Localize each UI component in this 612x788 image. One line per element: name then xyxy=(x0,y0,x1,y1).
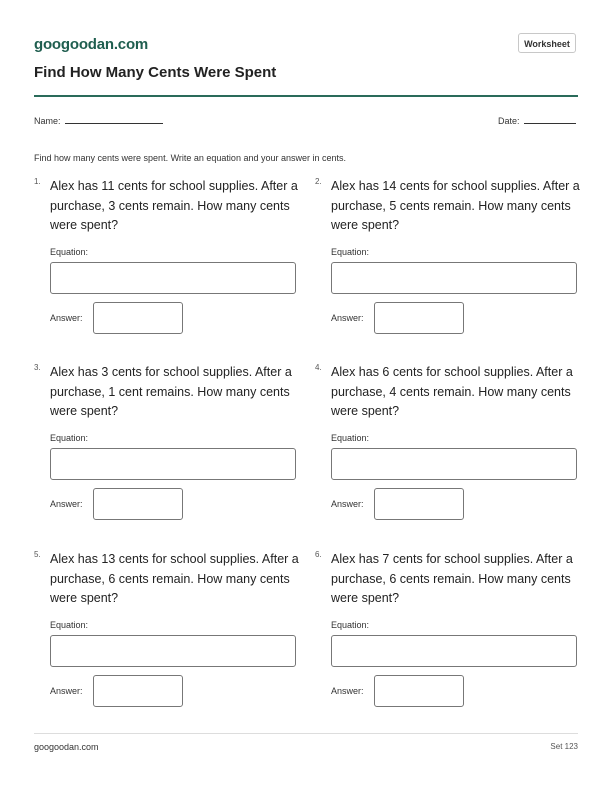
answer-label: Answer: xyxy=(331,686,364,696)
footer-set: Set 123 xyxy=(550,742,578,751)
name-label: Name: xyxy=(34,116,61,126)
answer-label: Answer: xyxy=(50,686,83,696)
problem-number: 1. xyxy=(34,177,41,186)
equation-label: Equation: xyxy=(331,433,370,443)
problem-number: 3. xyxy=(34,363,41,372)
problem-text: Alex has 7 cents for school supplies. After a purchase, 6 cents remain. How many cents were spent? xyxy=(331,552,573,605)
equation-label: Equation: xyxy=(50,620,89,630)
answer-input[interactable] xyxy=(93,488,183,520)
equation-label: Equation: xyxy=(331,247,370,257)
answer-label: Answer: xyxy=(331,499,364,509)
brand-logo: googoodan.com xyxy=(34,36,149,53)
footer-site: googoodan.com xyxy=(34,742,99,752)
name-line[interactable] xyxy=(65,113,163,124)
footer-rule xyxy=(34,733,578,734)
name-field xyxy=(34,113,163,126)
answer-label: Answer: xyxy=(331,313,364,323)
problem-text: Alex has 13 cents for school supplies. After a purchase, 6 cents remain. How many cents were spent? xyxy=(50,552,299,605)
page-title: Find How Many Cents Were Spent xyxy=(34,64,277,81)
instructions: Find how many cents were spent. Write an equation and your answer in cents. xyxy=(34,153,346,163)
answer-input[interactable] xyxy=(93,302,183,334)
equation-input[interactable] xyxy=(331,262,577,294)
equation-label: Equation: xyxy=(50,433,89,443)
problem-number: 6. xyxy=(315,550,322,559)
date-field xyxy=(498,113,576,126)
problem-text: Alex has 6 cents for school supplies. After a purchase, 4 cents remain. How many cents were spent? xyxy=(331,365,573,418)
problem-number: 4. xyxy=(315,363,322,372)
answer-label: Answer: xyxy=(50,499,83,509)
equation-input[interactable] xyxy=(50,635,296,667)
date-line[interactable] xyxy=(524,113,576,124)
answer-input[interactable] xyxy=(374,302,464,334)
answer-input[interactable] xyxy=(93,675,183,707)
problem-text: Alex has 11 cents for school supplies. After a purchase, 3 cents remain. How many cents were spent? xyxy=(50,179,298,232)
answer-input[interactable] xyxy=(374,675,464,707)
equation-input[interactable] xyxy=(331,635,577,667)
header-rule xyxy=(34,95,578,97)
equation-label: Equation: xyxy=(331,620,370,630)
answer-label: Answer: xyxy=(50,313,83,323)
equation-input[interactable] xyxy=(50,262,296,294)
date-label: Date: xyxy=(498,116,520,126)
answer-input[interactable] xyxy=(374,488,464,520)
equation-label: Equation: xyxy=(50,247,89,257)
problem-number: 5. xyxy=(34,550,41,559)
worksheet-badge: Worksheet xyxy=(518,33,576,53)
problem-text: Alex has 14 cents for school supplies. After a purchase, 5 cents remain. How many cents were spent? xyxy=(331,179,580,232)
problem-text: Alex has 3 cents for school supplies. After a purchase, 1 cent remains. How many cents were spent? xyxy=(50,365,292,418)
problem-number: 2. xyxy=(315,177,322,186)
equation-input[interactable] xyxy=(50,448,296,480)
equation-input[interactable] xyxy=(331,448,577,480)
